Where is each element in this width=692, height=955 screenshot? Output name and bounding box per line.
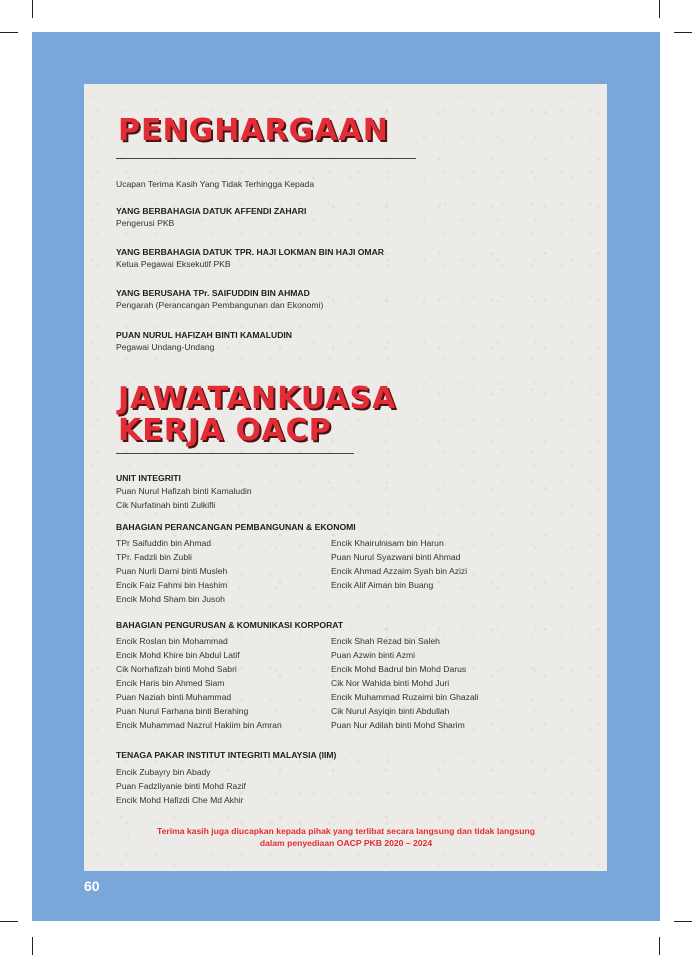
page-number: 60 [84, 878, 100, 894]
heading-divider [116, 453, 354, 454]
member-name: Puan Naziah binti Muhammad [116, 692, 232, 702]
member-list-left [116, 536, 227, 606]
crop-mark [674, 32, 692, 33]
committee-heading [118, 383, 396, 447]
member-name: Puan Nurli Darni binti Musleh [116, 566, 228, 576]
member-name: Cik Nurfatinah binti Zulkifli [116, 500, 216, 510]
member-name: TPr Saifuddin bin Ahmad [116, 538, 212, 548]
crop-mark [674, 921, 692, 922]
unit-title: BAHAGIAN PERANCANGAN PEMBANGUNAN & EKONOMI [116, 522, 356, 532]
member-name: Puan Nur Adilah binti Mohd Sharim [331, 720, 465, 730]
committee-heading-line1: JAWATANKUASA [118, 381, 397, 416]
member-name: Puan Fadzliyanie binti Mohd Razif [116, 781, 246, 791]
dignitary-name: YANG BERBAHAGIA DATUK AFFENDI ZAHARI [116, 206, 307, 216]
heading-divider [116, 158, 416, 159]
member-list-right [331, 536, 467, 592]
member-name: Encik Zubayry bin Abady [116, 767, 211, 777]
member-list-left [116, 634, 282, 732]
dignitary-role: Pengarah (Perancangan Pembangunan dan Ekonomi) [116, 300, 324, 310]
member-name: Puan Nurul Hafizah binti Kamaludin [116, 486, 252, 496]
member-name: Encik Shah Rezad bin Saleh [331, 636, 440, 646]
crop-mark [32, 937, 33, 955]
member-name: Encik Alif Aiman bin Buang [331, 580, 434, 590]
member-list [116, 484, 252, 512]
member-name: Cik Nurul Asyiqin binti Abdullah [331, 706, 450, 716]
closing-line: Terima kasih juga diucapkan kepada pihak yang terlibat secara langsung dan tidak langsung [156, 826, 536, 836]
member-name: Encik Haris bin Ahmed Siam [116, 678, 225, 688]
member-name: Encik Mohd Khire bin Abdul Latif [116, 650, 240, 660]
member-name: Puan Nurul Syazwani binti Ahmad [331, 552, 461, 562]
dignitary-name: YANG BERUSAHA TPr. SAIFUDDIN BIN AHMAD [116, 288, 310, 298]
member-name: TPr. Fadzli bin Zubli [116, 552, 192, 562]
closing-note [100, 825, 592, 849]
committee-heading-line2: KERJA OACP [118, 413, 332, 448]
dignitary-name: YANG BERBAHAGIA DATUK TPR. HAJI LOKMAN BIN HAJI OMAR [116, 247, 385, 257]
unit-title: TENAGA PAKAR INSTITUT INTEGRITI MALAYSIA (IIM) [116, 750, 337, 760]
closing-line: dalam penyediaan OACP PKB 2020 – 2024 [259, 838, 433, 848]
crop-mark [0, 32, 18, 33]
member-name: Encik Muhammad Nazrul Hakiim bin Amran [116, 720, 282, 730]
unit-title: BAHAGIAN PENGURUSAN & KOMUNIKASI KORPORAT [116, 620, 344, 630]
unit-title: UNIT INTEGRITI [116, 473, 181, 483]
member-name: Cik Norhafizah binti Mohd Sabri [116, 664, 237, 674]
member-name: Puan Azwin binti Azmi [331, 650, 416, 660]
member-name: Encik Mohd Sham bin Jusoh [116, 594, 225, 604]
crop-mark [32, 0, 33, 18]
member-name: Encik Mohd Badrul bin Mohd Darus [331, 664, 467, 674]
member-name: Cik Nor Wahida binti Mohd Juri [331, 678, 450, 688]
dignitary-role: Pegawai Undang-Undang [116, 342, 215, 352]
member-name: Encik Khairulnisam bin Harun [331, 538, 444, 548]
crop-mark [0, 921, 18, 922]
member-name: Encik Roslan bin Mohammad [116, 636, 228, 646]
member-name: Encik Muhammad Ruzaimi bin Ghazali [331, 692, 479, 702]
dignitary-role: Ketua Pegawai Eksekutif PKB [116, 259, 231, 269]
crop-mark [659, 0, 660, 18]
member-name: Encik Ahmad Azzaim Syah bin Azizi [331, 566, 468, 576]
member-name: Puan Nurul Farhana binti Berahing [116, 706, 249, 716]
member-list-right [331, 634, 479, 732]
dignitary-role: Pengerusi PKB [116, 218, 175, 228]
intro-text: Ucapan Terima Kasih Yang Tidak Terhingga Kepada [116, 179, 315, 189]
member-name: Encik Mohd Hafizdi Che Md Akhir [116, 795, 244, 805]
member-name: Encik Faiz Fahmi bin Hashim [116, 580, 228, 590]
crop-mark [659, 937, 660, 955]
member-list [116, 765, 246, 807]
dignitary-name: PUAN NURUL HAFIZAH BINTI KAMALUDIN [116, 330, 292, 340]
acknowledgement-heading: PENGHARGAAN [118, 113, 389, 148]
